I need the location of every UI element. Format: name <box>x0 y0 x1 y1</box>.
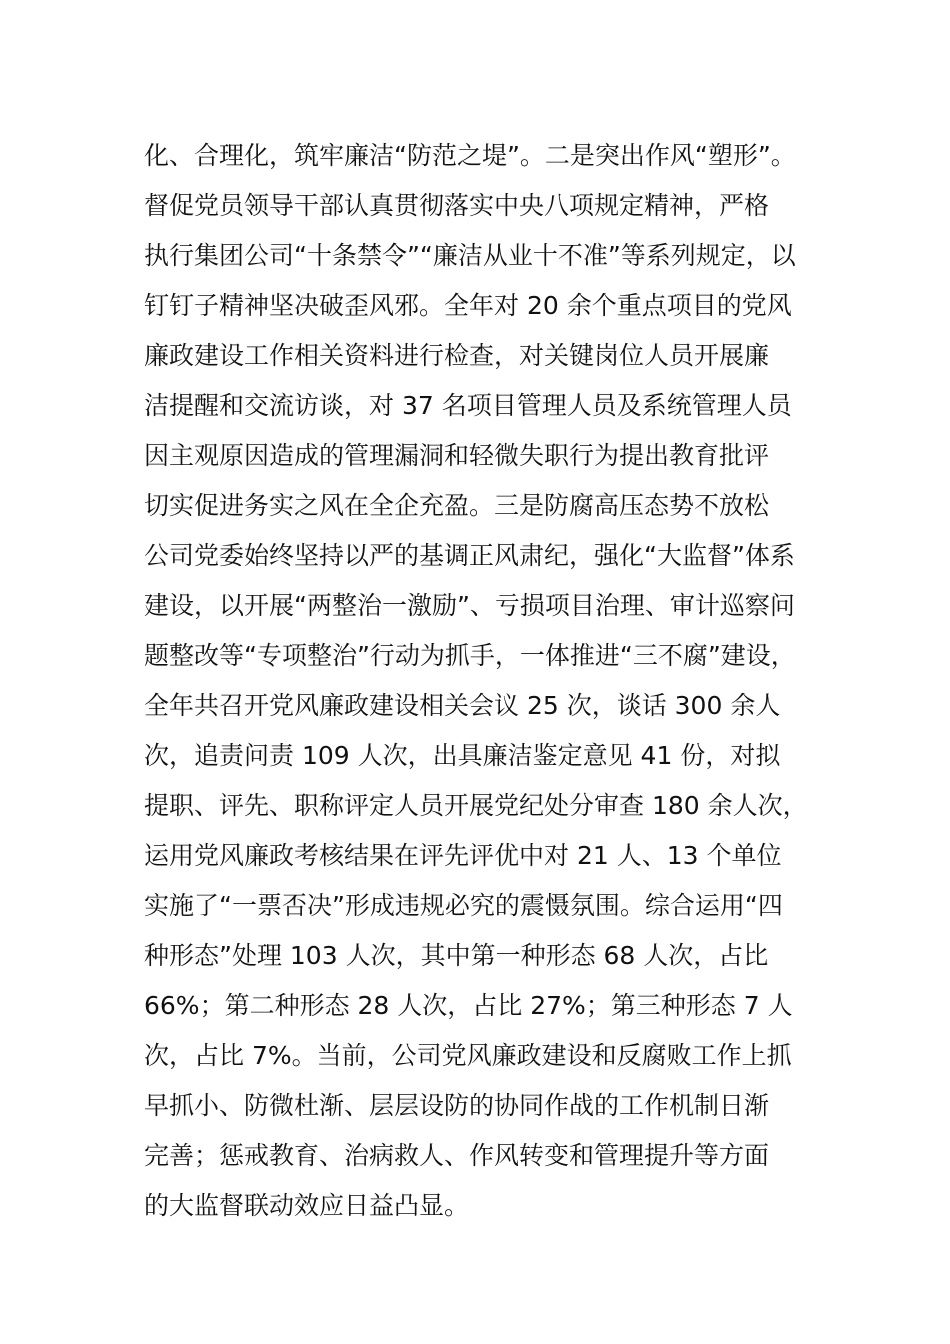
text-line: 全年共召开党风廉政建设相关会议 25 次，谈话 300 余人 <box>144 691 781 720</box>
text-line: 运用党风廉政考核结果在评先评优中对 21 人、13 个单位 <box>144 841 782 870</box>
body-paragraph <box>144 131 844 1231</box>
text-line: 执行集团公司“十条禁令”“廉洁从业十不准”等系列规定，以 <box>144 241 796 270</box>
text-line: 洁提醒和交流访谈，对 37 名项目管理人员及系统管理人员 <box>144 391 792 420</box>
text-line: 题整改等“专项整治”行动为抓手，一体推进“三不腐”建设， <box>144 641 796 670</box>
text-line: 因主观原因造成的管理漏洞和轻微失职行为提出教育批评 <box>144 441 770 470</box>
text-line: 切实促进务实之风在全企充盈。三是防腐高压态势不放松 <box>144 491 770 520</box>
text-line: 次，追责问责 109 人次，出具廉洁鉴定意见 41 份，对拟 <box>144 741 781 770</box>
text-line: 早抓小、防微杜渐、层层设防的协同作战的工作机制日渐 <box>144 1091 770 1120</box>
text-line: 种形态”处理 103 人次，其中第一种形态 68 人次，占比 <box>144 941 769 970</box>
text-line: 完善；惩戒教育、治病救人、作风转变和管理提升等方面 <box>144 1141 770 1170</box>
text-line: 廉政建设工作相关资料进行检查，对关键岗位人员开展廉 <box>144 341 770 370</box>
text-line: 实施了“一票否决”形成违规必究的震慑氛围。综合运用“四 <box>144 891 783 920</box>
text-line: 公司党委始终坚持以严的基调正风肃纪，强化“大监督”体系 <box>144 541 795 570</box>
text-line: 督促党员领导干部认真贯彻落实中央八项规定精神，严格 <box>144 191 770 220</box>
text-line: 提职、评先、职称评定人员开展党纪处分审查 180 余人次， <box>144 791 808 820</box>
text-line: 的大监督联动效应日益凸显。 <box>144 1191 470 1220</box>
text-line: 钉钉子精神坚决破歪风邪。全年对 20 余个重点项目的党风 <box>144 291 792 320</box>
text-line: 66%；第二种形态 28 人次，占比 27%；第三种形态 7 人 <box>144 991 793 1020</box>
text-line: 建设，以开展“两整治一激励”、亏损项目治理、审计巡察问 <box>144 591 795 620</box>
text-line: 化、合理化，筑牢廉洁“防范之堤”。二是突出作风“塑形”。 <box>144 141 796 170</box>
text-line: 次，占比 7%。当前，公司党风廉政建设和反腐败工作上抓 <box>144 1041 792 1070</box>
